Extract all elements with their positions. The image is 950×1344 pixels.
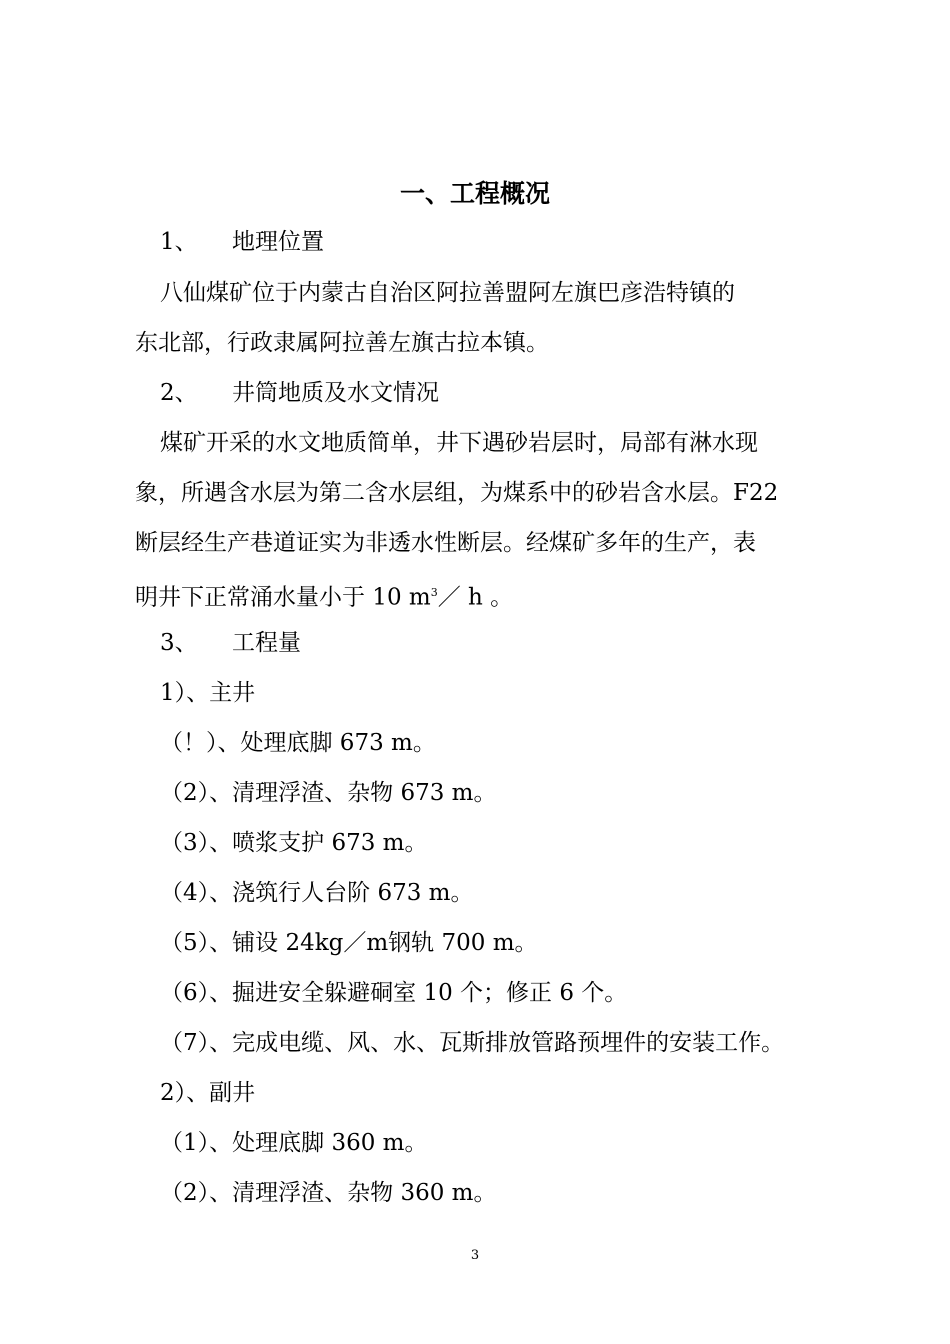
inflow-text: 明井下正常涌水量小于 10 m bbox=[135, 584, 431, 611]
list-item: （4）、浇筑行人台阶 673 m。 bbox=[160, 880, 474, 906]
list-item: （3）、喷浆支护 673 m。 bbox=[160, 830, 428, 856]
paragraph-line: 象，所遇含水层为第二含水层组，为煤系中的砂岩含水层。F22 bbox=[135, 480, 779, 506]
paragraph-line-water-inflow bbox=[135, 576, 513, 615]
section-title: 工程量 bbox=[232, 630, 301, 656]
list-item: （5）、铺设 24kg／m钢轨 700 m。 bbox=[160, 930, 538, 956]
page-title: 一、工程概况 bbox=[399, 179, 550, 208]
list-item: （2）、清理浮渣、杂物 673 m。 bbox=[160, 780, 497, 806]
paragraph-line: 断层经生产巷道证实为非透水性断层。经煤矿多年的生产，表 bbox=[135, 530, 756, 556]
section-heading-quantities bbox=[160, 626, 301, 660]
list-item: （6）、掘进安全躲避硐室 10 个；修正 6 个。 bbox=[160, 980, 628, 1006]
section-number: 2、 bbox=[160, 380, 198, 406]
inflow-unit: ／ h 。 bbox=[437, 584, 514, 611]
superscript: 3 bbox=[430, 586, 438, 599]
paragraph-line: 八仙煤矿位于内蒙古自治区阿拉善盟阿左旗巴彦浩特镇的 bbox=[160, 280, 735, 306]
section-title: 地理位置 bbox=[232, 229, 324, 255]
section-number: 3、 bbox=[160, 630, 198, 656]
list-item: （2）、清理浮渣、杂物 360 m。 bbox=[160, 1180, 497, 1206]
page-number: 3 bbox=[470, 1248, 480, 1263]
paragraph-line: 东北部，行政隶属阿拉善左旗古拉本镇。 bbox=[135, 330, 549, 356]
section-title: 井筒地质及水文情况 bbox=[232, 380, 439, 406]
list-item: （1）、处理底脚 360 m。 bbox=[160, 1130, 428, 1156]
section-number: 1、 bbox=[160, 229, 198, 255]
paragraph-line: 煤矿开采的水文地质简单，井下遇砂岩层时，局部有淋水现 bbox=[160, 430, 758, 456]
subsection-title-main-shaft: 1）、主井 bbox=[160, 680, 256, 706]
list-item: （7）、完成电缆、风、水、瓦斯排放管路预埋件的安装工作。 bbox=[160, 1030, 785, 1056]
list-item: （！）、处理底脚 673 m。 bbox=[160, 730, 436, 756]
subsection-title-aux-shaft: 2）、副井 bbox=[160, 1080, 256, 1106]
section-heading-location bbox=[160, 225, 324, 259]
section-heading-geology bbox=[160, 376, 439, 410]
